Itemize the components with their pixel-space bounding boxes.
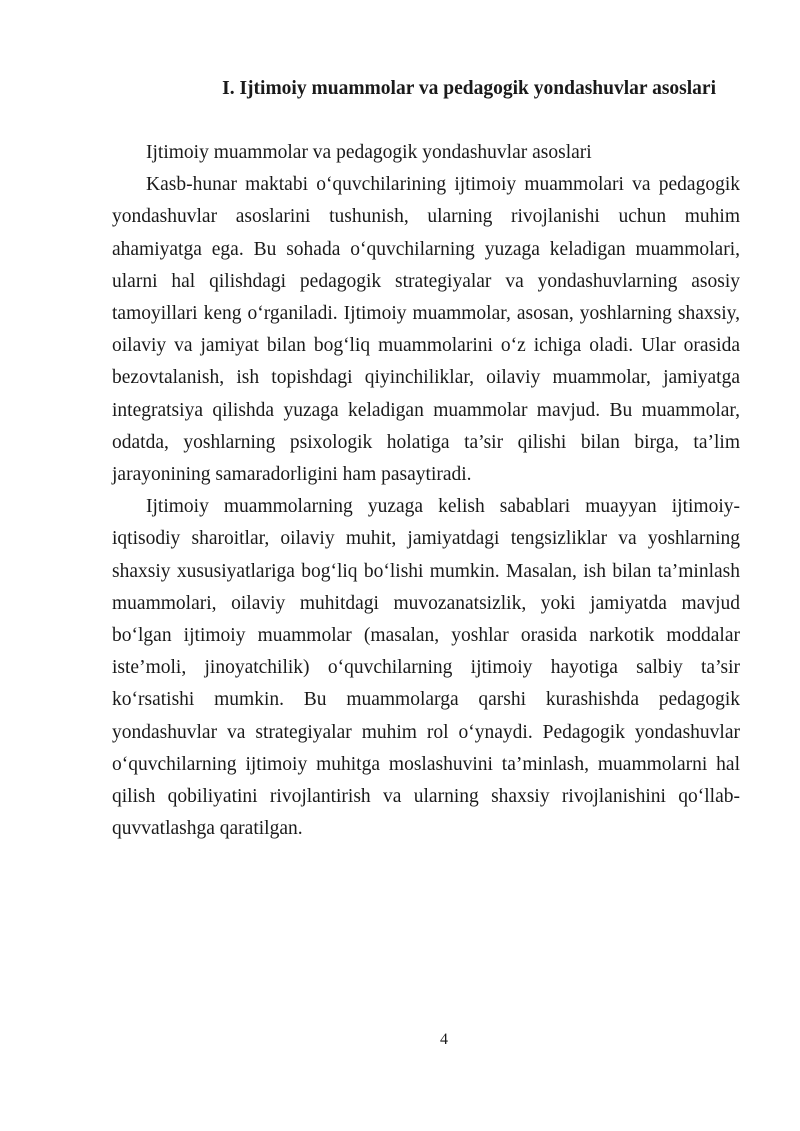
section-heading: I. Ijtimoiy muammolar va pedagogik yondashuvlar asoslari	[222, 78, 716, 99]
paragraph-2: Ijtimoiy muammolarning yuzaga kelish sabablari muayyan ijtimoiy-iqtisodiy sharoitlar, oilaviy muhit, jamiyatdagi tengsizliklar va yoshlarning shaxsiy xususiyatlariga bog‘liq bo‘lishi mumkin. Masalan, ish bilan ta’minlash muammolari, oilaviy muhitdagi muvozanatsizlik, yoki jamiyatda mavjud bo‘lgan ijtimoiy muammolar (masalan, yoshlar orasida narkotik moddalar iste’moli, jinoyatchilik) o‘quvchilarning ijtimoiy hayotiga salbiy ta’sir ko‘rsatishi mumkin. Bu muammolarga qarshi kurashishda pedagogik yondashuvlar va strategiyalar muhim rol o‘ynaydi. Pedagogik yondashuvlar o‘quvchilarning ijtimoiy muhitga moslashuvini ta’minlash, muammolarni hal qilish qobiliyatini rivojlantirish va ularning shaxsiy rivojlanishini qo‘llab-quvvatlashga qaratilgan.	[112, 496, 740, 840]
paragraph-subtitle: Ijtimoiy muammolar va pedagogik yondashuvlar asoslari	[146, 142, 592, 163]
paragraph-1: Kasb-hunar maktabi o‘quvchilarining ijtimoiy muammolari va pedagogik yondashuvlar asoslarini tushunish, ularning rivojlanishi uchun muhim ahamiyatga ega. Bu sohada o‘quvchilarning yuzaga keladigan muammolari, ularni hal qilishdagi pedagogik strategiyalar va yondashuvlarning asosiy tamoyillari keng o‘rganiladi. Ijtimoiy muammolar, asosan, yoshlarning shaxsiy, oilaviy va jamiyat bilan bog‘liq muammolarini o‘z ichiga oladi. Ular orasida bezovtalanish, ish topishdagi qiyinchiliklar, oilaviy muammolar, jamiyatga integratsiya qilishda yuzaga keladigan muammolar mavjud. Bu muammolar, odatda, yoshlarning psixologik holatiga ta’sir qilishi bilan birga, ta’lim jarayonining samaradorligini ham pasaytiradi.	[112, 174, 740, 486]
body-text	[112, 137, 740, 845]
page-number: 4	[440, 1031, 448, 1048]
